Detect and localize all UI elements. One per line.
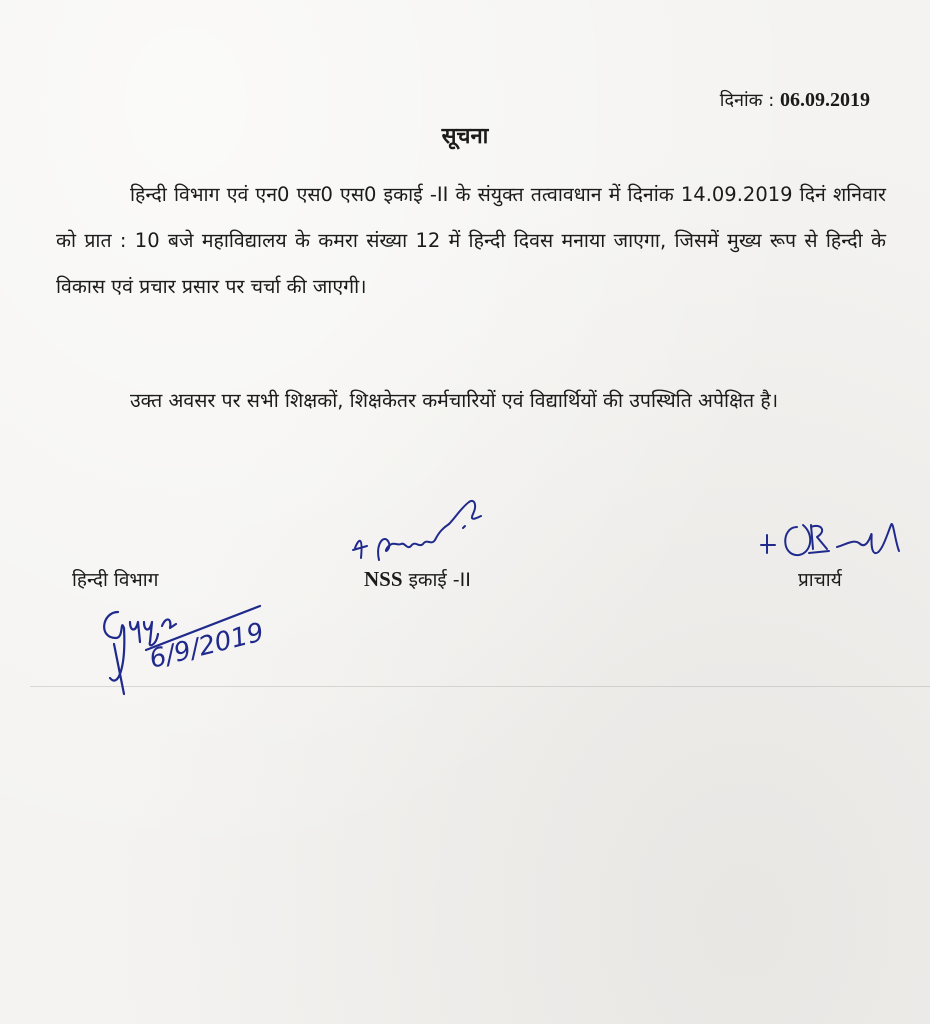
notice-title: सूचना (441, 124, 489, 149)
handwritten-date: 6/9/2019 (146, 617, 268, 675)
date-value: 06.09.2019 (780, 89, 870, 111)
hindi-department-signature (90, 598, 268, 698)
nss-signature (345, 488, 495, 588)
date-label: दिनांक : (719, 90, 775, 111)
notice-paragraph-2: उक्त अवसर पर सभी शिक्षकों, शिक्षकेतर कर्मचारियों एवं विद्यार्थियों की उपस्थिति अपेक्षित है। (130, 389, 779, 412)
nss-label-latin: NSS (364, 567, 403, 591)
principal-label: प्राचार्य (798, 569, 842, 591)
nss-label-rest: इकाई -II (408, 569, 471, 591)
notice-paragraph-1: हिन्दी विभाग एवं एन0 एस0 एस0 इकाई -II के संयुक्त तत्वावधान में दिनांक 14.09.2019 दिनं शनिवार को प्रात : 10 बजे महाविद्यालय के कमरा संख्या 12 में हिन्दी दिवस मनाया जाएगा, जिसमें मुख्य रूप से हिन्दी के विकास एवं प्रचार प्रसार पर चर्चा की जाएगी। (56, 183, 886, 298)
principal-signature (755, 505, 905, 575)
hindi-department-label: हिन्दी विभाग (72, 569, 159, 591)
notice-date (720, 88, 870, 112)
